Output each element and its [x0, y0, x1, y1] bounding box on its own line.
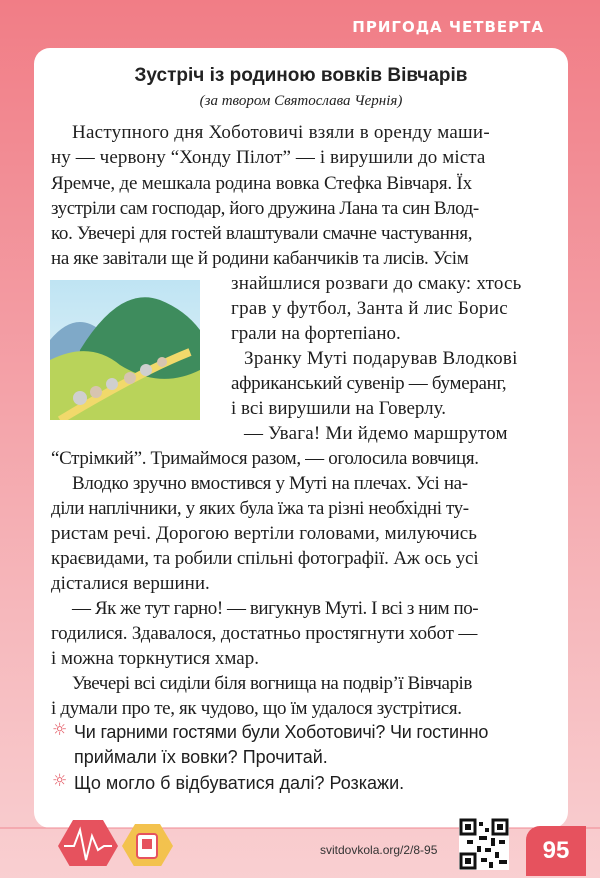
question-line: приймали їх вовки? Прочитай.	[74, 747, 328, 767]
story-line: на яке завітали ще й родини кабанчиків та лисів. Усім	[51, 248, 469, 269]
story-line: і думали про те, як чудово, що їм удалося зустрітися.	[51, 698, 462, 719]
story-line: Увечері всі сиділи біля вогнища на подвір’ї Вівчарів	[72, 673, 472, 694]
story-line: грав у футбол, Занта й лис Борис	[231, 298, 508, 319]
story-line: краєвидами, та робили спільні фотографії. Аж ось усі	[51, 548, 479, 569]
footer-link[interactable]: svitdovkola.org/2/8-95	[320, 843, 438, 857]
story-title: Зустріч із родиною вовків Вівчарів	[134, 65, 468, 86]
sun-bullet-icon: ☼	[52, 720, 68, 740]
story-line: годилися. Здавалося, достатньо простягнути хобот —	[51, 623, 478, 644]
story-line: — Як же тут гарно! — вигукнув Муті. І всі з ним по-	[72, 598, 479, 619]
story-line: ну — червону “Хонду Пілот” — і вирушили до міста	[51, 147, 486, 168]
question-line: Чи гарними гостями були Хоботовичі? Чи гостинно	[74, 722, 489, 742]
story-line: Яремче, де мешкала родина вовка Стефка Вівчаря. Їх	[51, 173, 472, 194]
story-line: ристам речі. Дорогою вертіли головами, милуючись	[51, 523, 478, 544]
story-line: грали на фортепіано.	[231, 323, 401, 344]
story-line: дісталися вершини.	[51, 573, 210, 594]
story-line: знайшлися розваги до смаку: хтось	[231, 273, 522, 294]
page-number: 95	[526, 826, 586, 876]
story-line: африканський сувенір — бумеранг,	[231, 373, 507, 394]
question-line: Що могло б відбуватися далі? Розкажи.	[74, 773, 405, 793]
mountain-hike-illustration	[50, 280, 200, 420]
story-line: — Увага! Ми йдемо маршрутом	[244, 423, 508, 444]
story-subtitle: (за твором Святослава Чернія)	[199, 93, 403, 109]
qr-code-icon[interactable]	[459, 818, 509, 870]
story-line: ко. Увечері для гостей влаштували смачне частування,	[51, 223, 473, 244]
story-line: Влодко зручно вмостився у Муті на плечах. Усі на-	[72, 473, 468, 494]
story-line: і можна торкнутися хмар.	[51, 648, 259, 669]
sun-bullet-icon: ☼	[52, 771, 68, 791]
story-line: і всі вирушили на Говерлу.	[231, 398, 446, 419]
story-line: зустріли сам господар, його дружина Лана та син Влод-	[51, 198, 479, 219]
bottom-decoration	[0, 806, 600, 866]
story-line: “Стрімкий”. Тримаймося разом, — оголосила вовчиця.	[51, 448, 479, 469]
chapter-title: ПРИГОДА ЧЕТВЕРТА	[352, 18, 544, 36]
story-line: Наступного дня Хоботовичі взяли в оренду маши-	[72, 122, 490, 143]
story-line: Зранку Муті подарував Влодкові	[244, 348, 518, 369]
story-line: діли наплічники, у яких була їжа та різні необхідні ту-	[51, 498, 469, 519]
content-card	[34, 48, 568, 828]
